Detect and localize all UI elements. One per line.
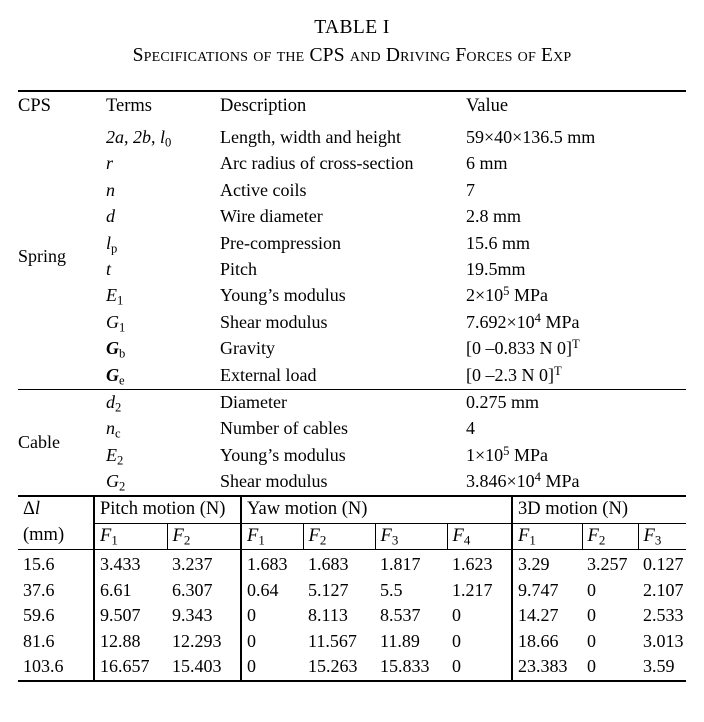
force-sub-header: $F_3$ xyxy=(375,523,447,550)
force-value: 0 xyxy=(587,579,597,600)
force-value: 1.683 xyxy=(308,554,349,575)
spec-term: $G_2$ xyxy=(106,471,126,494)
force-value: 15.833 xyxy=(380,656,430,677)
spec-row xyxy=(18,416,686,442)
force-value: 5.127 xyxy=(308,579,349,600)
spec-description: Shear modulus xyxy=(220,471,328,492)
spec-description: Pitch xyxy=(220,259,258,280)
force-value: 12.88 xyxy=(94,629,167,655)
spec-value: [0 –0.833 N 0]$^T$ xyxy=(466,337,580,359)
spec-term: 2a, 2b, $l_0$ xyxy=(106,127,172,150)
force-group-header-row xyxy=(18,497,686,523)
spec-row xyxy=(18,336,686,362)
table-number: TABLE I xyxy=(314,17,390,38)
force-group-yaw: Yaw motion (N) xyxy=(241,497,512,523)
force-delta-l: 59.6 xyxy=(23,605,55,626)
force-value: 9.747 xyxy=(512,578,582,604)
force-row xyxy=(18,603,686,629)
force-group-3d: 3D motion (N) xyxy=(512,497,686,523)
spec-group-label-cable: Cable xyxy=(18,431,60,452)
spec-description: Gravity xyxy=(220,338,275,359)
force-value: 0 xyxy=(452,605,462,626)
spec-term: $n_c$ xyxy=(106,418,121,441)
force-value: 15.403 xyxy=(172,656,222,677)
force-value: 2.107 xyxy=(643,579,684,600)
force-value: 11.567 xyxy=(308,630,357,651)
force-value: 9.343 xyxy=(172,605,213,626)
spec-term: $G_b$ xyxy=(106,338,126,361)
force-sub-header: $F_2$ xyxy=(303,523,375,550)
force-sub-header: $F_1$ xyxy=(241,523,303,550)
spec-group-label-spring: Spring xyxy=(18,245,67,266)
force-value: 3.013 xyxy=(643,630,684,651)
spec-value: 2.8 mm xyxy=(466,206,522,227)
spec-term: $E_1$ xyxy=(106,285,124,308)
force-sub-header: $F_1$ xyxy=(512,523,582,550)
force-value: 5.5 xyxy=(380,579,403,600)
spec-term: $d_2$ xyxy=(106,392,122,415)
force-value: 18.66 xyxy=(512,629,582,655)
spec-row xyxy=(18,309,686,335)
force-value: 6.307 xyxy=(172,579,213,600)
table-title-block xyxy=(0,0,704,70)
spec-description: Pre-compression xyxy=(220,232,341,253)
spec-row xyxy=(18,204,686,230)
spec-description: Arc radius of cross-section xyxy=(220,153,414,174)
force-value: 0 xyxy=(241,629,303,655)
force-value: 0 xyxy=(587,605,597,626)
force-value: 3.433 xyxy=(94,550,167,578)
spec-term: d xyxy=(106,206,115,227)
force-value: 3.257 xyxy=(587,554,628,575)
force-value: 6.61 xyxy=(94,578,167,604)
force-value: 9.507 xyxy=(94,603,167,629)
force-value: 3.59 xyxy=(643,656,675,677)
spec-description: External load xyxy=(220,364,317,385)
force-sub-header-row xyxy=(18,523,686,550)
spec-description: Diameter xyxy=(220,392,287,413)
spec-description: Number of cables xyxy=(220,418,348,439)
spec-header-description: Description xyxy=(220,96,307,116)
force-value: 0.64 xyxy=(241,578,303,604)
force-value: 1.623 xyxy=(452,554,493,575)
force-delta-l: 15.6 xyxy=(23,554,55,575)
force-value: 3.237 xyxy=(172,554,213,575)
force-value: 14.27 xyxy=(512,603,582,629)
spec-term: n xyxy=(106,179,115,200)
spec-term: $E_2$ xyxy=(106,444,124,468)
force-sub-header: $F_2$ xyxy=(582,523,638,550)
force-value: 0 xyxy=(241,603,303,629)
force-row xyxy=(18,578,686,604)
force-value: 0 xyxy=(587,630,597,651)
force-value: 0.127 xyxy=(643,554,684,575)
force-row xyxy=(18,550,686,578)
force-stub-line1: Δl xyxy=(23,499,41,520)
spec-value: 59×40×136.5 mm xyxy=(466,127,596,147)
spec-row xyxy=(18,390,686,416)
force-stub-line2: (mm) xyxy=(23,524,65,545)
spec-header-cps: CPS xyxy=(18,96,51,116)
force-value: 15.263 xyxy=(308,656,358,677)
force-sub-header: $F_3$ xyxy=(638,523,686,550)
spec-value: $2\times 10^5$ MPa xyxy=(466,284,548,306)
spec-row xyxy=(18,122,686,151)
spec-table-body xyxy=(18,122,686,497)
spec-table xyxy=(18,92,686,497)
force-delta-l: 81.6 xyxy=(23,630,55,651)
spec-value: $7.692\times 10^4$ MPa xyxy=(466,311,580,332)
force-value: 1.817 xyxy=(380,554,421,575)
spec-value: 6 mm xyxy=(466,153,508,174)
force-sub-header: $F_4$ xyxy=(447,523,512,550)
spec-row xyxy=(18,151,686,177)
spec-header-row xyxy=(18,92,686,122)
spec-value: [0 –2.3 N 0]$^T$ xyxy=(466,363,562,385)
spec-row xyxy=(18,469,686,496)
spec-row xyxy=(18,283,686,309)
force-delta-l: 37.6 xyxy=(23,579,55,600)
spec-term: r xyxy=(106,153,114,174)
force-value: 0 xyxy=(452,630,462,651)
spec-row xyxy=(18,257,686,283)
spec-header-value: Value xyxy=(466,96,509,116)
force-value: 0 xyxy=(241,654,303,680)
force-group-pitch: Pitch motion (N) xyxy=(94,497,241,523)
force-stub-header xyxy=(18,497,94,550)
force-table xyxy=(18,497,686,680)
spec-term: $G_e$ xyxy=(106,364,125,388)
force-value: 1.683 xyxy=(241,550,303,578)
force-value: 12.293 xyxy=(172,630,222,651)
spec-row xyxy=(18,442,686,468)
force-value: 2.533 xyxy=(643,605,684,626)
spec-term: $l_p$ xyxy=(106,232,118,256)
force-sub-header: $F_2$ xyxy=(167,523,241,550)
force-value: 0 xyxy=(587,656,597,677)
table-caption: Specifications of the CPS and Driving Forces of Exp xyxy=(132,45,572,66)
spec-value: 4 xyxy=(466,418,475,439)
spec-description: Active coils xyxy=(220,179,307,200)
spec-value: $1\times 10^5$ MPa xyxy=(466,444,548,465)
spec-value: 7 xyxy=(466,179,475,200)
force-value: 3.29 xyxy=(512,550,582,578)
spec-value: 0.275 mm xyxy=(466,392,540,413)
force-bottom-rule xyxy=(18,680,686,682)
force-row xyxy=(18,654,686,680)
force-value: 1.217 xyxy=(452,579,493,600)
force-value: 11.89 xyxy=(380,630,420,651)
spec-header-terms: Terms xyxy=(106,96,152,116)
force-delta-l: 103.6 xyxy=(23,656,64,677)
spec-row xyxy=(18,230,686,256)
force-table-head xyxy=(18,497,686,550)
spec-description: Wire diameter xyxy=(220,206,323,227)
force-table-wrapper xyxy=(18,497,686,682)
spec-description: Young’s modulus xyxy=(220,444,346,465)
force-value: 0 xyxy=(452,656,462,677)
spec-description: Young’s modulus xyxy=(220,285,346,306)
spec-value: 19.5mm xyxy=(466,259,526,280)
force-value: 16.657 xyxy=(94,654,167,680)
spec-value: 15.6 mm xyxy=(466,232,531,253)
force-row xyxy=(18,629,686,655)
force-value: 8.537 xyxy=(380,605,421,626)
spec-table-head xyxy=(18,92,686,122)
spec-table-wrapper xyxy=(18,90,686,497)
spec-term: t xyxy=(106,259,112,280)
force-sub-header: $F_1$ xyxy=(94,523,167,550)
spec-row xyxy=(18,177,686,203)
spec-row xyxy=(18,362,686,389)
spec-term: $G_1$ xyxy=(106,311,126,335)
force-value: 8.113 xyxy=(308,605,348,626)
force-value: 23.383 xyxy=(512,654,582,680)
spec-value: $3.846\times 10^4$ MPa xyxy=(466,470,580,492)
force-table-body xyxy=(18,550,686,680)
spec-description: Length, width and height xyxy=(220,127,401,147)
spec-description: Shear modulus xyxy=(220,311,328,332)
